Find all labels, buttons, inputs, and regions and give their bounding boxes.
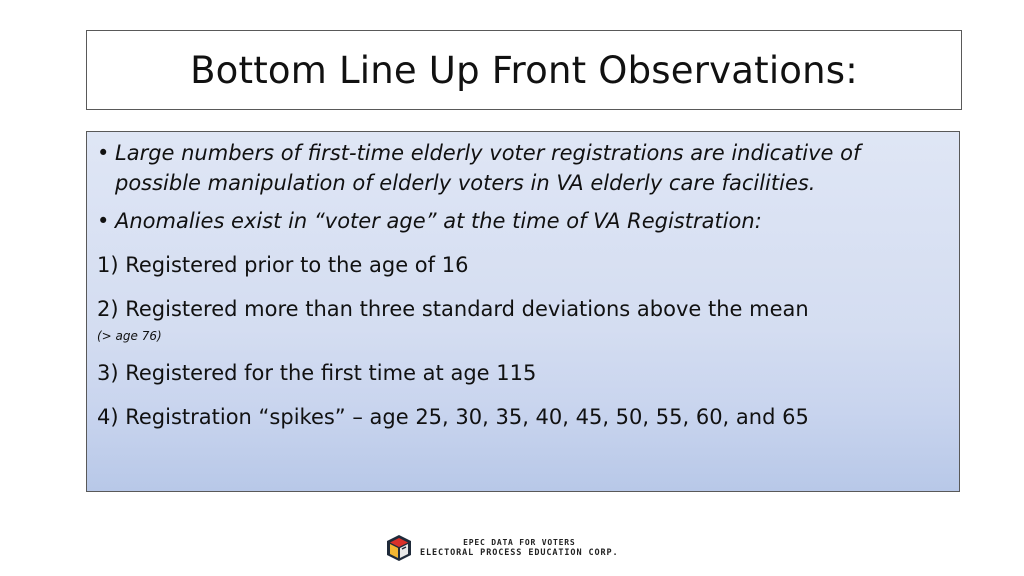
footer-text — [420, 537, 619, 559]
note-text: (> age 76) — [97, 329, 162, 343]
ballot-box-logo-icon — [384, 533, 414, 563]
bullet-item: • Anomalies exist in “voter age” at the time of VA Registration: — [97, 206, 949, 236]
content-box — [86, 131, 960, 492]
footer-line-1: EPEC DATA FOR VOTERS — [463, 538, 576, 547]
footer-line-2: ELECTORAL PROCESS EDUCATION CORP. — [420, 548, 619, 558]
title-box — [86, 30, 962, 110]
slide-title: Bottom Line Up Front Observations: — [190, 48, 858, 92]
list-item: 4) Registration “spikes” – age 25, 30, 35, 40, 45, 50, 55, 60, and 65 — [97, 405, 809, 429]
footer-logo — [384, 532, 619, 564]
list-item: 3) Registered for the first time at age 115 — [97, 361, 537, 385]
bullet-item: • Large numbers of first-time elderly voter registrations are indicative of possible manipulation of elderly voters in VA elderly care facilities. — [97, 138, 949, 198]
list-item: 1) Registered prior to the age of 16 — [97, 253, 469, 277]
list-item: 2) Registered more than three standard deviations above the mean — [97, 297, 809, 321]
